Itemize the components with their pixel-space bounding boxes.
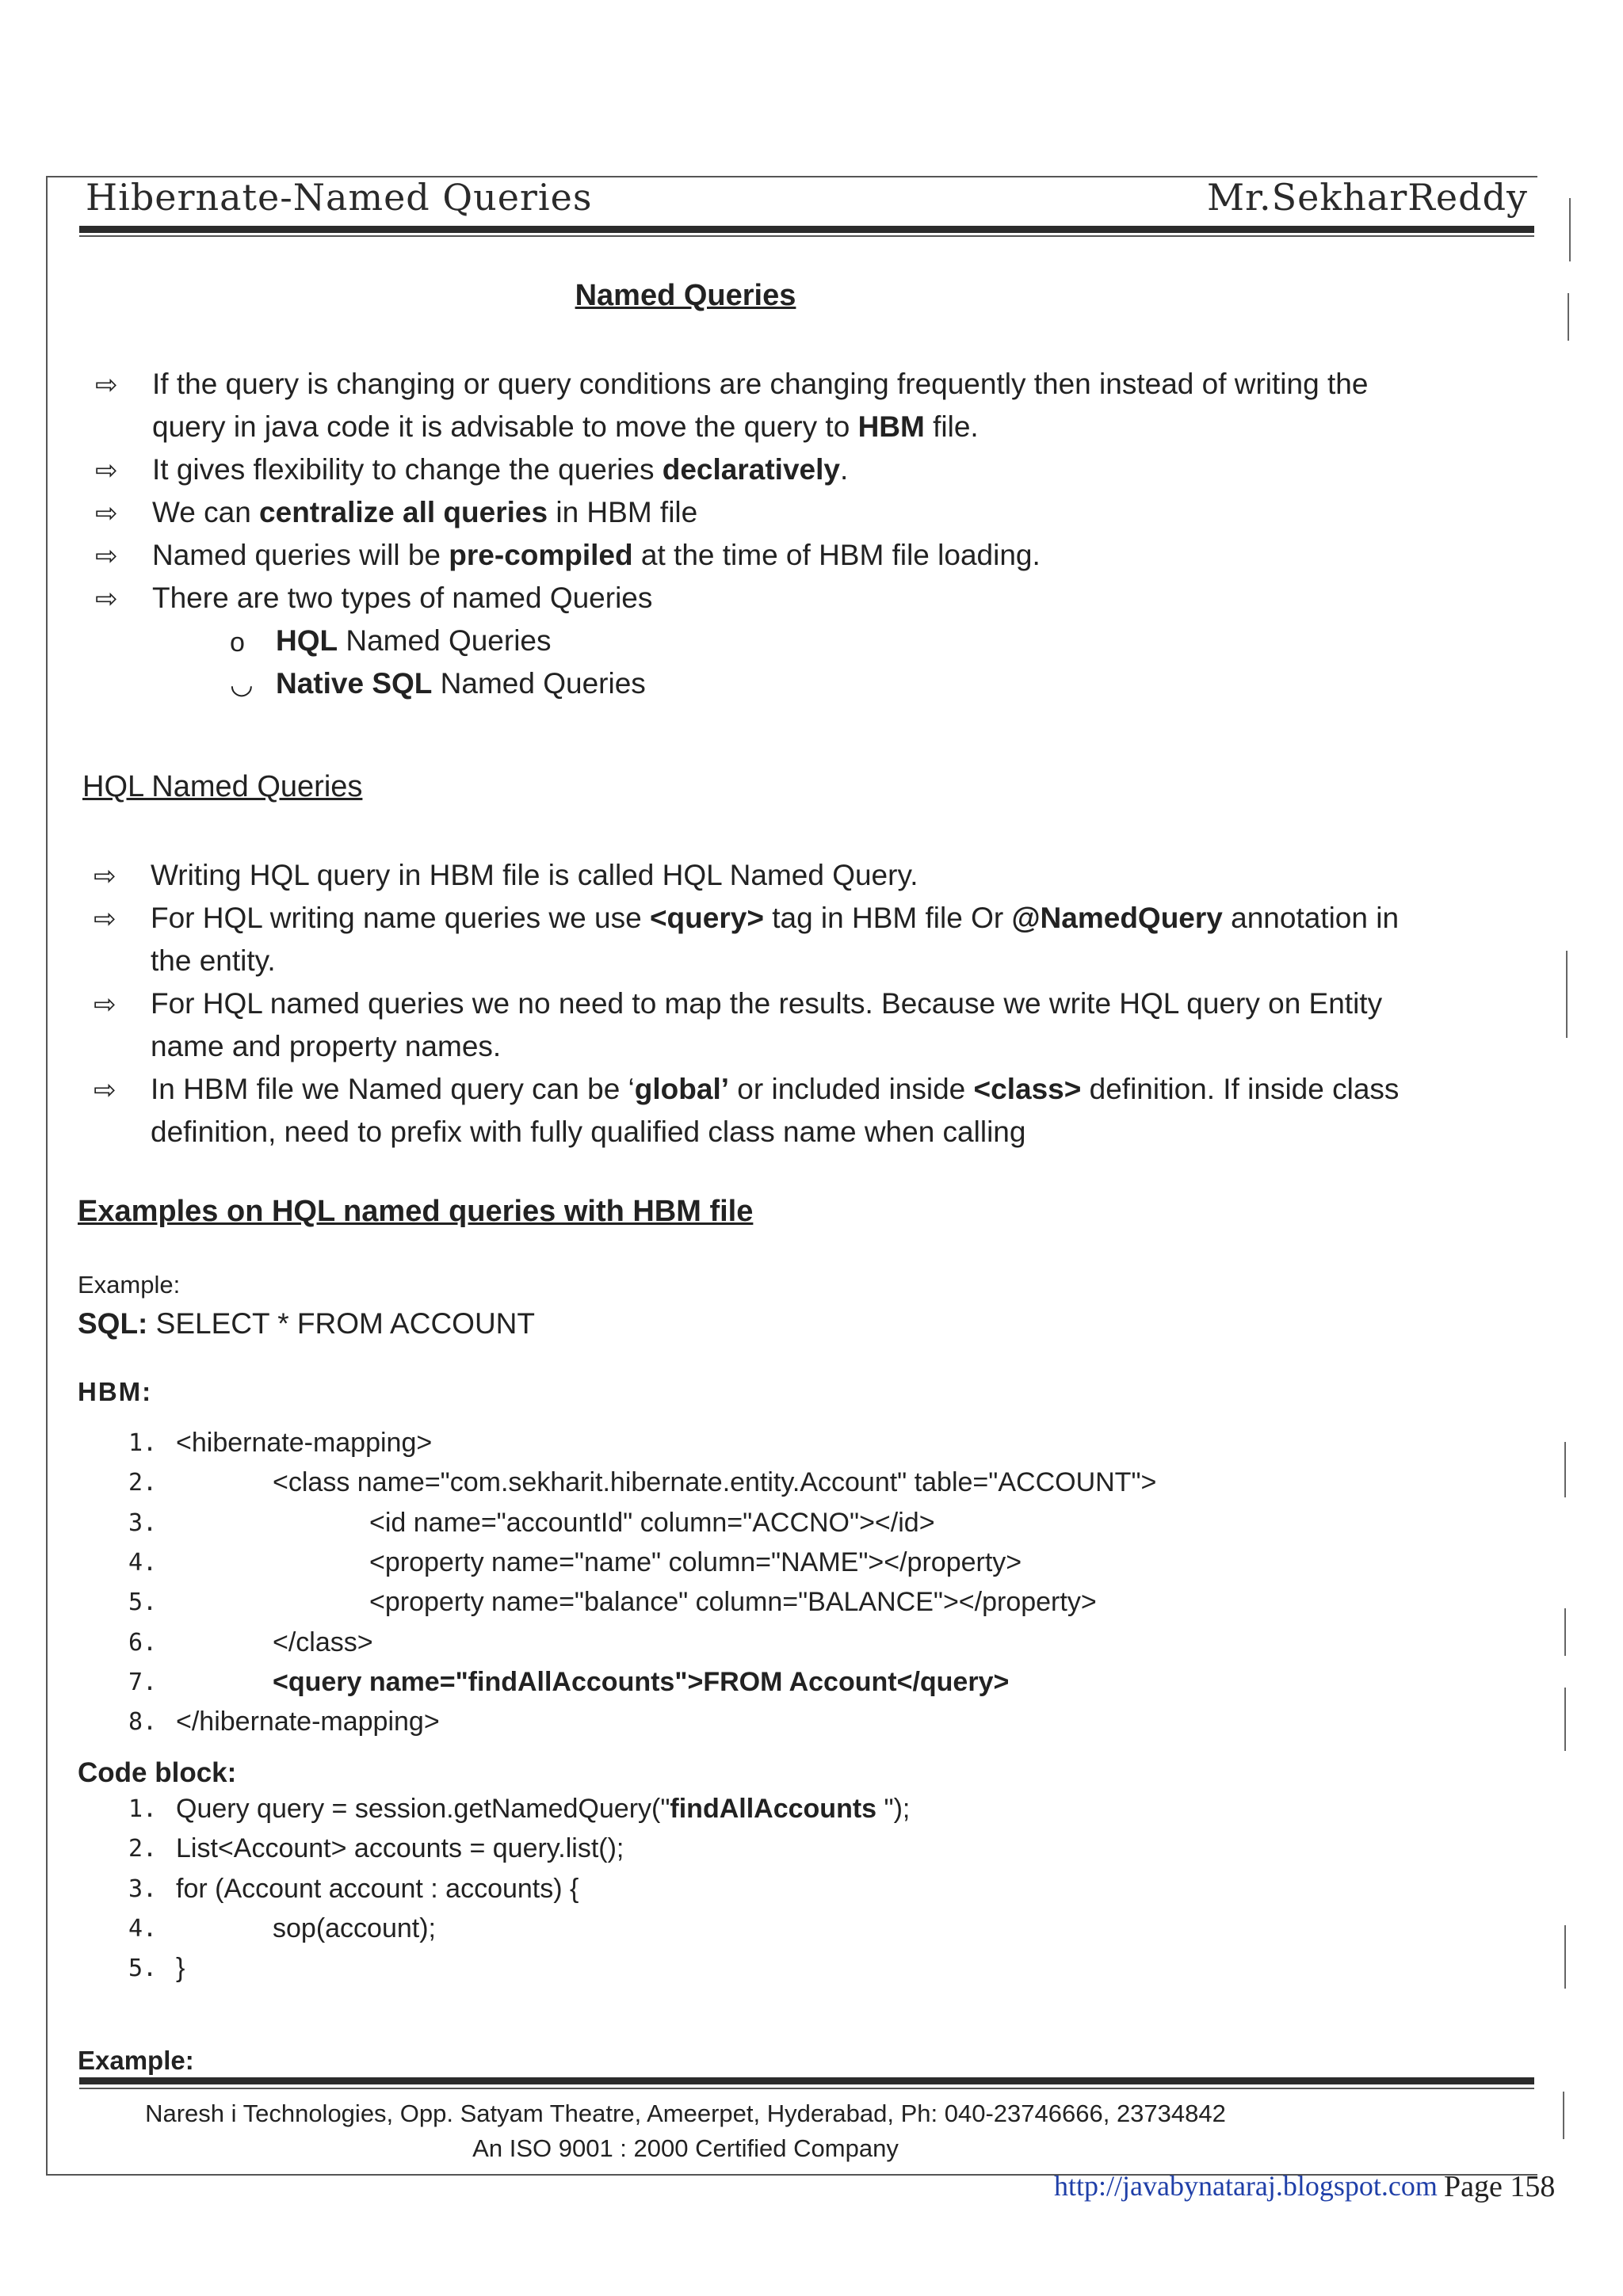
sub-bullet-marker: o: [230, 627, 245, 658]
code-line-number: 2.: [128, 1835, 158, 1863]
intro-bullet-1-line1: If the query is changing or query conditions are changing frequently then instead of writing the: [152, 368, 1369, 400]
blog-url-link[interactable]: http://javabynataraj.blogspot.com: [1054, 2170, 1438, 2202]
hbm-line-number: 8.: [128, 1708, 158, 1737]
arrow-bullet-icon: ⇨: [95, 498, 118, 529]
hbm-line-number: 4.: [128, 1548, 158, 1577]
footer-address: Naresh i Technologies, Opp. Satyam Theatre, Ameerpet, Hyderabad, Ph: 040-23746666, 23734842: [145, 2100, 1226, 2127]
sub-bullet-marker: ◡: [230, 669, 254, 700]
next-example-label: Example:: [78, 2046, 194, 2075]
intro-bullet-1-end: file.: [924, 410, 979, 443]
page-title: Named Queries: [575, 279, 796, 312]
code-line: List<Account> accounts = query.list();: [176, 1833, 624, 1864]
binding-mark: [1563, 2092, 1564, 2139]
type-native-sql: Native SQL Named Queries: [276, 667, 646, 700]
footer-certification: An ISO 9001 : 2000 Certified Company: [472, 2134, 899, 2162]
intro-bullet-3: We can centralize all queries in HBM file: [152, 496, 698, 528]
hbm-line-number: 6.: [128, 1628, 158, 1657]
intro-bullet-2: It gives flexibility to change the queries declaratively.: [152, 453, 849, 486]
hbm-line-number: 1.: [128, 1429, 158, 1457]
header-title: Hibernate-Named Queries: [86, 176, 593, 219]
hbm-line-number: 2.: [128, 1469, 158, 1497]
hbm-line: <class name="com.sekharit.hibernate.entity.Account" table="ACCOUNT">: [273, 1467, 1157, 1498]
hbm-line: <id name="accountId" column="ACCNO"></id>: [369, 1507, 935, 1538]
hbm-label: HBM:: [78, 1377, 153, 1406]
binding-mark: [1569, 198, 1571, 261]
binding-mark: [1564, 1688, 1566, 1751]
code-line-number: 5.: [128, 1955, 158, 1983]
intro-bullet-1: [152, 363, 1368, 448]
hbm-line: <query name="findAllAccounts">FROM Account</query>: [273, 1666, 1010, 1697]
arrow-bullet-icon: ⇨: [95, 455, 118, 486]
intro-bullet-1-bold: HBM: [857, 410, 925, 443]
code-line: Query query = session.getNamedQuery("findAllAccounts ");: [176, 1794, 911, 1824]
section-title-examples: Examples on HQL named queries with HBM file: [78, 1195, 754, 1228]
binding-mark: [1564, 1442, 1566, 1497]
code-line-number: 4.: [128, 1914, 158, 1943]
arrow-bullet-icon: ⇨: [94, 989, 116, 1020]
arrow-bullet-icon: ⇨: [94, 903, 116, 935]
hql-bullet-4: In HBM file we Named query can be ‘global’ or included inside <class> definition. If inside class definition, need to prefix with fully qualified class name when calling: [151, 1073, 1400, 1148]
hbm-line-number: 7.: [128, 1668, 158, 1696]
binding-mark: [1566, 951, 1568, 1038]
binding-mark: [1564, 1925, 1566, 1989]
hbm-line: <property name="balance" column="BALANCE"></property>: [369, 1587, 1097, 1618]
code-line-number: 1.: [128, 1795, 158, 1823]
intro-bullet-5: There are two types of named Queries: [152, 582, 653, 614]
hql-bullet-3: For HQL named queries we no need to map the results. Because we write HQL query on Entity name and property names.: [151, 987, 1383, 1062]
arrow-bullet-icon: ⇨: [95, 369, 118, 401]
arrow-bullet-icon: ⇨: [95, 583, 118, 615]
hbm-line: </class>: [273, 1627, 373, 1657]
binding-mark: [1568, 293, 1569, 341]
intro-bullet-1-line2: query in java code it is advisable to move the query to: [152, 410, 858, 443]
footer-rule-thin: [79, 2088, 1534, 2089]
code-line: for (Account account : accounts) {: [176, 1873, 579, 1904]
code-line: }: [176, 1953, 185, 1984]
arrow-bullet-icon: ⇨: [94, 1074, 116, 1106]
header-author: Mr.SekharReddy: [1206, 176, 1528, 219]
code-line: sop(account);: [273, 1913, 436, 1943]
hbm-line-number: 3.: [128, 1508, 158, 1537]
binding-mark: [1564, 1608, 1566, 1656]
page-number: Page 158: [1444, 2170, 1556, 2203]
intro-bullet-4: Named queries will be pre-compiled at the time of HBM file loading.: [152, 539, 1041, 571]
header-rule-thin: [79, 235, 1534, 237]
type-hql: HQL Named Queries: [276, 624, 552, 657]
hql-bullet-2: For HQL writing name queries we use <query> tag in HBM file Or @NamedQuery annotation in the entity.: [151, 902, 1400, 977]
hbm-line: </hibernate-mapping>: [176, 1707, 440, 1737]
footer-rule: [79, 2077, 1534, 2084]
hbm-line: <property name="name" column="NAME"></property>: [369, 1547, 1022, 1577]
code-block-label: Code block:: [78, 1757, 237, 1788]
hql-bullet-1: Writing HQL query in HBM file is called HQL Named Query.: [151, 859, 918, 891]
hbm-line-number: 5.: [128, 1589, 158, 1617]
arrow-bullet-icon: ⇨: [94, 860, 116, 892]
code-line-number: 3.: [128, 1875, 158, 1903]
header-rule: [79, 226, 1534, 233]
sql-statement: SQL: SELECT * FROM ACCOUNT: [78, 1307, 535, 1340]
example-label: Example:: [78, 1271, 181, 1299]
section-title-hql: HQL Named Queries: [82, 770, 363, 803]
arrow-bullet-icon: ⇨: [95, 540, 118, 572]
hbm-line: <hibernate-mapping>: [176, 1428, 433, 1458]
